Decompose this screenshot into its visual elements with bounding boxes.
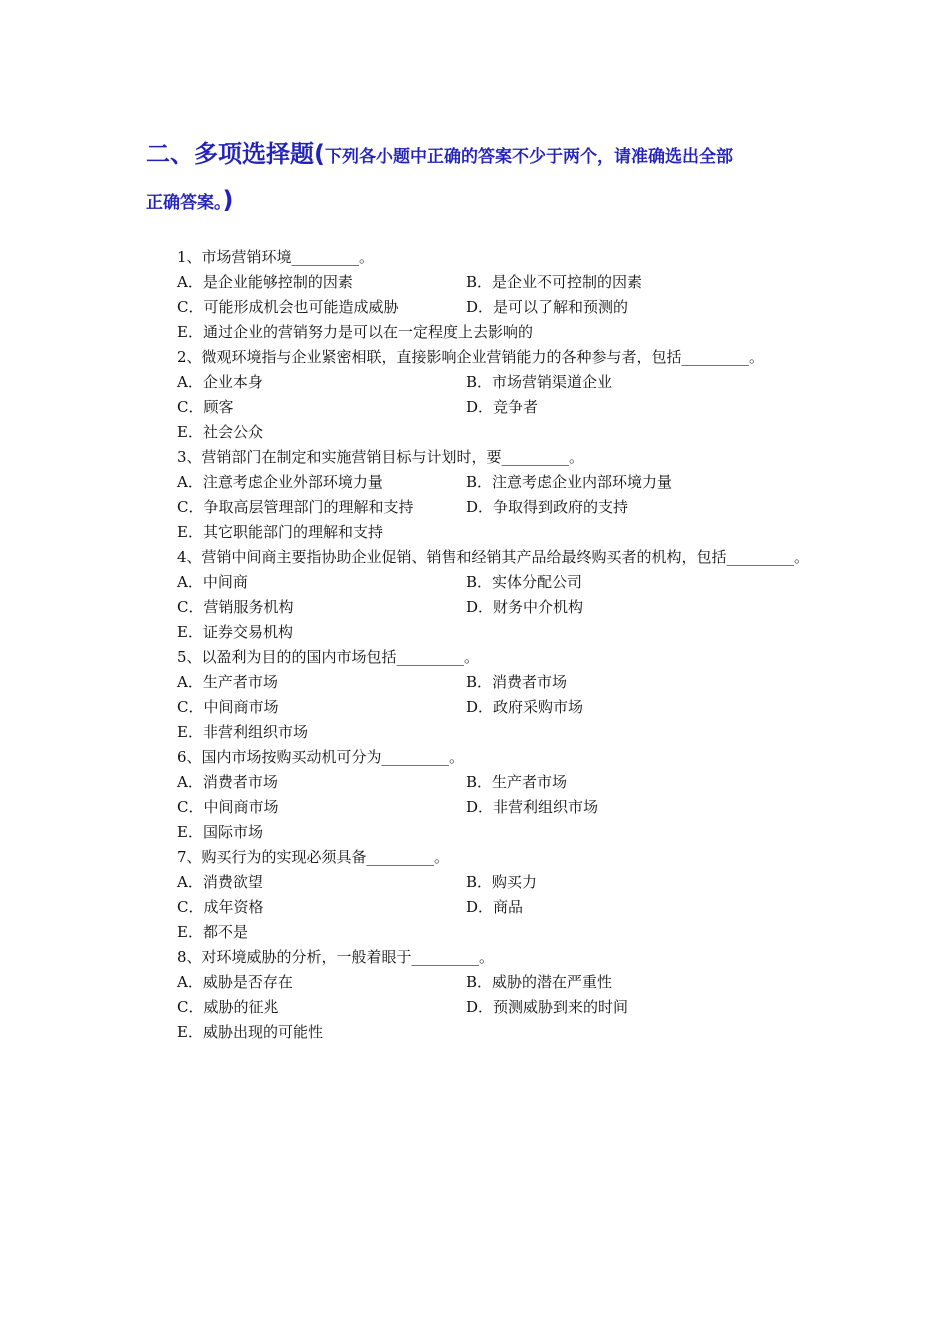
option-a: A．威胁是否存在 [177, 973, 293, 991]
option-a: A．消费者市场 [177, 773, 278, 791]
option-a: A．生产者市场 [177, 673, 278, 691]
question-stem-4: 4、营销中间商主要指协助企业促销、销售和经销其产品给最终购买者的机构，包括_________。 [177, 548, 810, 566]
question-stem-6: 6、国内市场按购买动机可分为_________。 [177, 748, 465, 766]
option-row [146, 795, 810, 820]
option-row [146, 395, 810, 420]
option-b: B．市场营销渠道企业 [466, 373, 613, 391]
option-e: E．社会公众 [177, 423, 263, 441]
option-e: E．国际市场 [177, 823, 263, 841]
option-row [146, 295, 810, 320]
option-row [146, 895, 810, 920]
option-row [146, 995, 810, 1020]
option-e: E．非营利组织市场 [177, 723, 308, 741]
option-c: C．可能形成机会也可能造成威胁 [177, 298, 399, 316]
option-b: B．消费者市场 [466, 673, 568, 691]
question-list [146, 245, 810, 1045]
option-c: C．中间商市场 [177, 698, 279, 716]
option-row [146, 270, 810, 295]
option-b: B．威胁的潜在严重性 [466, 973, 613, 991]
option-b: B．生产者市场 [466, 773, 568, 791]
option-d: D．非营利组织市场 [466, 798, 599, 816]
option-row [146, 470, 810, 495]
section-note-line1: 下列各小题中正确的答案不少于两个，请准确选出全部 [324, 147, 733, 167]
option-d: D．是可以了解和预测的 [466, 298, 629, 316]
question-stem-1: 1、市场营销环境_________。 [177, 248, 375, 266]
option-row [146, 370, 810, 395]
option-a: A．是企业能够控制的因素 [177, 273, 353, 291]
option-d: D．争取得到政府的支持 [466, 498, 629, 516]
option-d: D．商品 [466, 898, 524, 916]
option-row [146, 495, 810, 520]
question-stem-5: 5、以盈利为目的的国内市场包括_________。 [177, 648, 480, 666]
option-a: A．消费欲望 [177, 873, 263, 891]
option-row [146, 595, 810, 620]
question-stem-7: 7、购买行为的实现必须具备_________。 [177, 848, 450, 866]
option-row [146, 570, 810, 595]
option-d: D．政府采购市场 [466, 698, 584, 716]
option-a: A．注意考虑企业外部环境力量 [177, 473, 383, 491]
question-stem-3: 3、营销部门在制定和实施营销目标与计划时，要_________。 [177, 448, 585, 466]
option-c: C．成年资格 [177, 898, 264, 916]
option-e: E．通过企业的营销努力是可以在一定程度上去影响的 [177, 323, 533, 341]
option-d: D．竞争者 [466, 398, 539, 416]
option-c: C．争取高层管理部门的理解和支持 [177, 498, 414, 516]
option-row [146, 670, 810, 695]
option-e: E．其它职能部门的理解和支持 [177, 523, 383, 541]
option-d: D．预测威胁到来的时间 [466, 998, 629, 1016]
option-e: E．都不是 [177, 923, 248, 941]
option-b: B．购买力 [466, 873, 538, 891]
section-heading [146, 134, 826, 169]
option-a: A．中间商 [177, 573, 248, 591]
option-row [146, 870, 810, 895]
option-c: C．威胁的征兆 [177, 998, 279, 1016]
option-a: A．企业本身 [177, 373, 263, 391]
question-stem-8: 8、对环境威胁的分析，一般着眼于_________。 [177, 948, 495, 966]
option-e: E．证券交易机构 [177, 623, 293, 641]
option-b: B．注意考虑企业内部环境力量 [466, 473, 673, 491]
option-c: C．顾客 [177, 398, 234, 416]
section-heading-cont [146, 186, 233, 214]
option-d: D．财务中介机构 [466, 598, 584, 616]
section-title: 二、多项选择题( [146, 140, 325, 168]
question-stem-2: 2、微观环境指与企业紧密相联，直接影响企业营销能力的各种参与者，包括_________。 [177, 348, 765, 366]
option-e: E．威胁出现的可能性 [177, 1023, 323, 1041]
option-b: B．是企业不可控制的因素 [466, 273, 643, 291]
section-note-line2: 正确答案。 [146, 193, 223, 213]
option-row [146, 770, 810, 795]
option-row [146, 970, 810, 995]
option-b: B．实体分配公司 [466, 573, 583, 591]
option-row [146, 695, 810, 720]
section-title-close: ) [222, 186, 234, 214]
option-c: C．营销服务机构 [177, 598, 294, 616]
option-c: C．中间商市场 [177, 798, 279, 816]
